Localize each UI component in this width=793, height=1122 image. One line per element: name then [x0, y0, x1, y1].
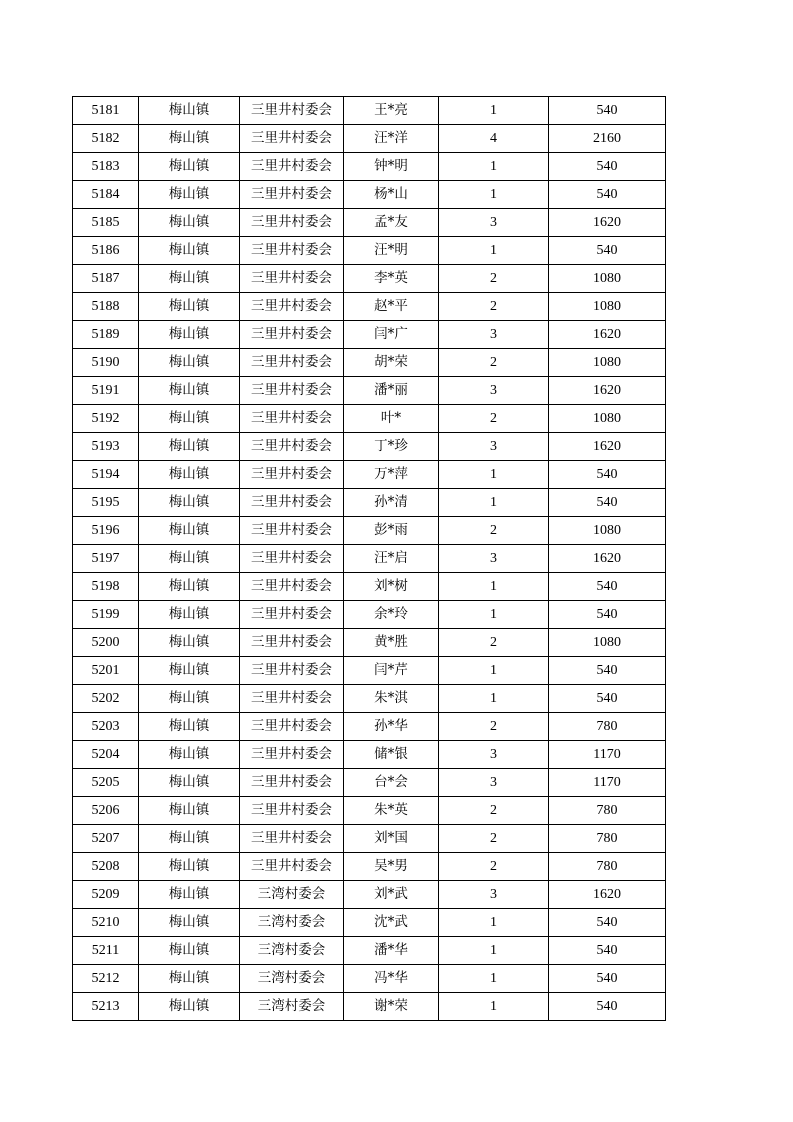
amount-cell: 1080	[549, 517, 666, 545]
row-number-cell: 5203	[73, 713, 139, 741]
village-committee-cell: 三湾村委会	[240, 909, 344, 937]
town-cell: 梅山镇	[139, 853, 240, 881]
village-committee-cell: 三里井村委会	[240, 545, 344, 573]
row-number-cell: 5204	[73, 741, 139, 769]
count-cell: 1	[439, 461, 549, 489]
table-row	[73, 993, 666, 1021]
row-number-cell: 5213	[73, 993, 139, 1021]
table-row	[73, 965, 666, 993]
village-committee-cell: 三里井村委会	[240, 629, 344, 657]
count-cell: 1	[439, 965, 549, 993]
name-cell: 台*会	[344, 769, 439, 797]
town-cell: 梅山镇	[139, 349, 240, 377]
village-committee-cell: 三里井村委会	[240, 125, 344, 153]
row-number-cell: 5185	[73, 209, 139, 237]
town-cell: 梅山镇	[139, 769, 240, 797]
count-cell: 1	[439, 685, 549, 713]
village-committee-cell: 三里井村委会	[240, 237, 344, 265]
town-cell: 梅山镇	[139, 825, 240, 853]
count-cell: 1	[439, 937, 549, 965]
count-cell: 1	[439, 181, 549, 209]
village-committee-cell: 三里井村委会	[240, 825, 344, 853]
town-cell: 梅山镇	[139, 629, 240, 657]
count-cell: 2	[439, 349, 549, 377]
table-body	[73, 97, 666, 1021]
row-number-cell: 5196	[73, 517, 139, 545]
count-cell: 1	[439, 657, 549, 685]
table-row	[73, 601, 666, 629]
table-row	[73, 825, 666, 853]
village-committee-cell: 三里井村委会	[240, 349, 344, 377]
name-cell: 余*玲	[344, 601, 439, 629]
village-committee-cell: 三湾村委会	[240, 881, 344, 909]
name-cell: 赵*平	[344, 293, 439, 321]
row-number-cell: 5206	[73, 797, 139, 825]
name-cell: 孙*清	[344, 489, 439, 517]
name-cell: 刘*国	[344, 825, 439, 853]
village-committee-cell: 三里井村委会	[240, 713, 344, 741]
name-cell: 孙*华	[344, 713, 439, 741]
count-cell: 3	[439, 881, 549, 909]
table-row	[73, 517, 666, 545]
row-number-cell: 5199	[73, 601, 139, 629]
amount-cell: 540	[549, 965, 666, 993]
town-cell: 梅山镇	[139, 433, 240, 461]
row-number-cell: 5191	[73, 377, 139, 405]
amount-cell: 540	[549, 97, 666, 125]
table-row	[73, 713, 666, 741]
table-row	[73, 237, 666, 265]
name-cell: 杨*山	[344, 181, 439, 209]
name-cell: 汪*明	[344, 237, 439, 265]
amount-cell: 540	[549, 573, 666, 601]
row-number-cell: 5201	[73, 657, 139, 685]
count-cell: 4	[439, 125, 549, 153]
row-number-cell: 5189	[73, 321, 139, 349]
town-cell: 梅山镇	[139, 573, 240, 601]
town-cell: 梅山镇	[139, 321, 240, 349]
amount-cell: 780	[549, 797, 666, 825]
name-cell: 闫*广	[344, 321, 439, 349]
table-row	[73, 321, 666, 349]
row-number-cell: 5207	[73, 825, 139, 853]
row-number-cell: 5195	[73, 489, 139, 517]
row-number-cell: 5198	[73, 573, 139, 601]
amount-cell: 1620	[549, 433, 666, 461]
town-cell: 梅山镇	[139, 237, 240, 265]
row-number-cell: 5182	[73, 125, 139, 153]
town-cell: 梅山镇	[139, 965, 240, 993]
count-cell: 1	[439, 489, 549, 517]
count-cell: 3	[439, 321, 549, 349]
amount-cell: 1170	[549, 741, 666, 769]
row-number-cell: 5197	[73, 545, 139, 573]
table-row	[73, 181, 666, 209]
village-committee-cell: 三里井村委会	[240, 853, 344, 881]
amount-cell: 1080	[549, 293, 666, 321]
row-number-cell: 5190	[73, 349, 139, 377]
name-cell: 钟*明	[344, 153, 439, 181]
amount-cell: 540	[549, 909, 666, 937]
count-cell: 3	[439, 769, 549, 797]
records-table	[72, 96, 666, 1021]
town-cell: 梅山镇	[139, 545, 240, 573]
town-cell: 梅山镇	[139, 293, 240, 321]
table-row	[73, 209, 666, 237]
name-cell: 孟*友	[344, 209, 439, 237]
table-row	[73, 909, 666, 937]
row-number-cell: 5193	[73, 433, 139, 461]
table-row	[73, 937, 666, 965]
table-row	[73, 881, 666, 909]
table-row	[73, 349, 666, 377]
amount-cell: 1620	[549, 545, 666, 573]
name-cell: 沈*武	[344, 909, 439, 937]
row-number-cell: 5208	[73, 853, 139, 881]
name-cell: 刘*武	[344, 881, 439, 909]
village-committee-cell: 三里井村委会	[240, 489, 344, 517]
village-committee-cell: 三里井村委会	[240, 769, 344, 797]
town-cell: 梅山镇	[139, 461, 240, 489]
table-row	[73, 265, 666, 293]
count-cell: 2	[439, 853, 549, 881]
village-committee-cell: 三里井村委会	[240, 377, 344, 405]
name-cell: 潘*华	[344, 937, 439, 965]
amount-cell: 1080	[549, 629, 666, 657]
village-committee-cell: 三里井村委会	[240, 97, 344, 125]
town-cell: 梅山镇	[139, 181, 240, 209]
town-cell: 梅山镇	[139, 881, 240, 909]
town-cell: 梅山镇	[139, 601, 240, 629]
village-committee-cell: 三里井村委会	[240, 293, 344, 321]
table-row	[73, 853, 666, 881]
amount-cell: 1620	[549, 881, 666, 909]
town-cell: 梅山镇	[139, 713, 240, 741]
village-committee-cell: 三里井村委会	[240, 265, 344, 293]
row-number-cell: 5183	[73, 153, 139, 181]
amount-cell: 1620	[549, 209, 666, 237]
count-cell: 3	[439, 377, 549, 405]
town-cell: 梅山镇	[139, 797, 240, 825]
table-row	[73, 657, 666, 685]
village-committee-cell: 三里井村委会	[240, 741, 344, 769]
count-cell: 1	[439, 993, 549, 1021]
amount-cell: 540	[549, 937, 666, 965]
village-committee-cell: 三里井村委会	[240, 657, 344, 685]
table-row	[73, 293, 666, 321]
amount-cell: 1080	[549, 349, 666, 377]
table-row	[73, 377, 666, 405]
town-cell: 梅山镇	[139, 517, 240, 545]
village-committee-cell: 三里井村委会	[240, 321, 344, 349]
amount-cell: 540	[549, 685, 666, 713]
count-cell: 2	[439, 629, 549, 657]
amount-cell: 1170	[549, 769, 666, 797]
name-cell: 储*银	[344, 741, 439, 769]
village-committee-cell: 三里井村委会	[240, 685, 344, 713]
amount-cell: 780	[549, 713, 666, 741]
name-cell: 刘*树	[344, 573, 439, 601]
count-cell: 3	[439, 741, 549, 769]
table-row	[73, 461, 666, 489]
table-row	[73, 573, 666, 601]
row-number-cell: 5184	[73, 181, 139, 209]
village-committee-cell: 三里井村委会	[240, 181, 344, 209]
name-cell: 彭*雨	[344, 517, 439, 545]
count-cell: 2	[439, 517, 549, 545]
count-cell: 1	[439, 573, 549, 601]
count-cell: 3	[439, 209, 549, 237]
name-cell: 黄*胜	[344, 629, 439, 657]
table-row	[73, 545, 666, 573]
amount-cell: 1620	[549, 321, 666, 349]
town-cell: 梅山镇	[139, 909, 240, 937]
town-cell: 梅山镇	[139, 125, 240, 153]
name-cell: 冯*华	[344, 965, 439, 993]
town-cell: 梅山镇	[139, 209, 240, 237]
name-cell: 叶*	[344, 405, 439, 433]
name-cell: 王*亮	[344, 97, 439, 125]
town-cell: 梅山镇	[139, 405, 240, 433]
amount-cell: 540	[549, 153, 666, 181]
amount-cell: 2160	[549, 125, 666, 153]
row-number-cell: 5186	[73, 237, 139, 265]
row-number-cell: 5181	[73, 97, 139, 125]
table-row	[73, 741, 666, 769]
village-committee-cell: 三湾村委会	[240, 937, 344, 965]
name-cell: 谢*荣	[344, 993, 439, 1021]
name-cell: 朱*淇	[344, 685, 439, 713]
table-row	[73, 97, 666, 125]
count-cell: 3	[439, 545, 549, 573]
village-committee-cell: 三里井村委会	[240, 153, 344, 181]
amount-cell: 540	[549, 461, 666, 489]
row-number-cell: 5200	[73, 629, 139, 657]
name-cell: 胡*荣	[344, 349, 439, 377]
table-row	[73, 797, 666, 825]
town-cell: 梅山镇	[139, 741, 240, 769]
name-cell: 万*萍	[344, 461, 439, 489]
table-row	[73, 405, 666, 433]
count-cell: 2	[439, 265, 549, 293]
village-committee-cell: 三里井村委会	[240, 573, 344, 601]
amount-cell: 540	[549, 237, 666, 265]
town-cell: 梅山镇	[139, 377, 240, 405]
count-cell: 2	[439, 825, 549, 853]
village-committee-cell: 三里井村委会	[240, 601, 344, 629]
count-cell: 3	[439, 433, 549, 461]
town-cell: 梅山镇	[139, 153, 240, 181]
name-cell: 汪*洋	[344, 125, 439, 153]
town-cell: 梅山镇	[139, 97, 240, 125]
name-cell: 朱*英	[344, 797, 439, 825]
table-row	[73, 125, 666, 153]
name-cell: 吴*男	[344, 853, 439, 881]
table-row	[73, 489, 666, 517]
name-cell: 闫*芹	[344, 657, 439, 685]
row-number-cell: 5212	[73, 965, 139, 993]
name-cell: 李*英	[344, 265, 439, 293]
count-cell: 2	[439, 405, 549, 433]
town-cell: 梅山镇	[139, 937, 240, 965]
amount-cell: 1080	[549, 265, 666, 293]
count-cell: 2	[439, 713, 549, 741]
village-committee-cell: 三里井村委会	[240, 405, 344, 433]
table-row	[73, 685, 666, 713]
town-cell: 梅山镇	[139, 265, 240, 293]
amount-cell: 540	[549, 181, 666, 209]
count-cell: 2	[439, 293, 549, 321]
row-number-cell: 5211	[73, 937, 139, 965]
row-number-cell: 5202	[73, 685, 139, 713]
amount-cell: 540	[549, 657, 666, 685]
count-cell: 1	[439, 601, 549, 629]
count-cell: 1	[439, 97, 549, 125]
amount-cell: 780	[549, 825, 666, 853]
town-cell: 梅山镇	[139, 489, 240, 517]
village-committee-cell: 三里井村委会	[240, 517, 344, 545]
count-cell: 1	[439, 237, 549, 265]
village-committee-cell: 三湾村委会	[240, 965, 344, 993]
count-cell: 1	[439, 153, 549, 181]
row-number-cell: 5194	[73, 461, 139, 489]
village-committee-cell: 三里井村委会	[240, 461, 344, 489]
village-committee-cell: 三里井村委会	[240, 209, 344, 237]
row-number-cell: 5188	[73, 293, 139, 321]
town-cell: 梅山镇	[139, 993, 240, 1021]
table-row	[73, 769, 666, 797]
count-cell: 2	[439, 797, 549, 825]
name-cell: 丁*珍	[344, 433, 439, 461]
row-number-cell: 5192	[73, 405, 139, 433]
village-committee-cell: 三里井村委会	[240, 433, 344, 461]
village-committee-cell: 三湾村委会	[240, 993, 344, 1021]
table-row	[73, 433, 666, 461]
village-committee-cell: 三里井村委会	[240, 797, 344, 825]
name-cell: 潘*丽	[344, 377, 439, 405]
amount-cell: 1080	[549, 405, 666, 433]
table-row	[73, 153, 666, 181]
amount-cell: 540	[549, 489, 666, 517]
row-number-cell: 5205	[73, 769, 139, 797]
town-cell: 梅山镇	[139, 657, 240, 685]
row-number-cell: 5187	[73, 265, 139, 293]
amount-cell: 780	[549, 853, 666, 881]
amount-cell: 540	[549, 601, 666, 629]
name-cell: 汪*启	[344, 545, 439, 573]
count-cell: 1	[439, 909, 549, 937]
row-number-cell: 5210	[73, 909, 139, 937]
town-cell: 梅山镇	[139, 685, 240, 713]
amount-cell: 540	[549, 993, 666, 1021]
amount-cell: 1620	[549, 377, 666, 405]
table-row	[73, 629, 666, 657]
row-number-cell: 5209	[73, 881, 139, 909]
